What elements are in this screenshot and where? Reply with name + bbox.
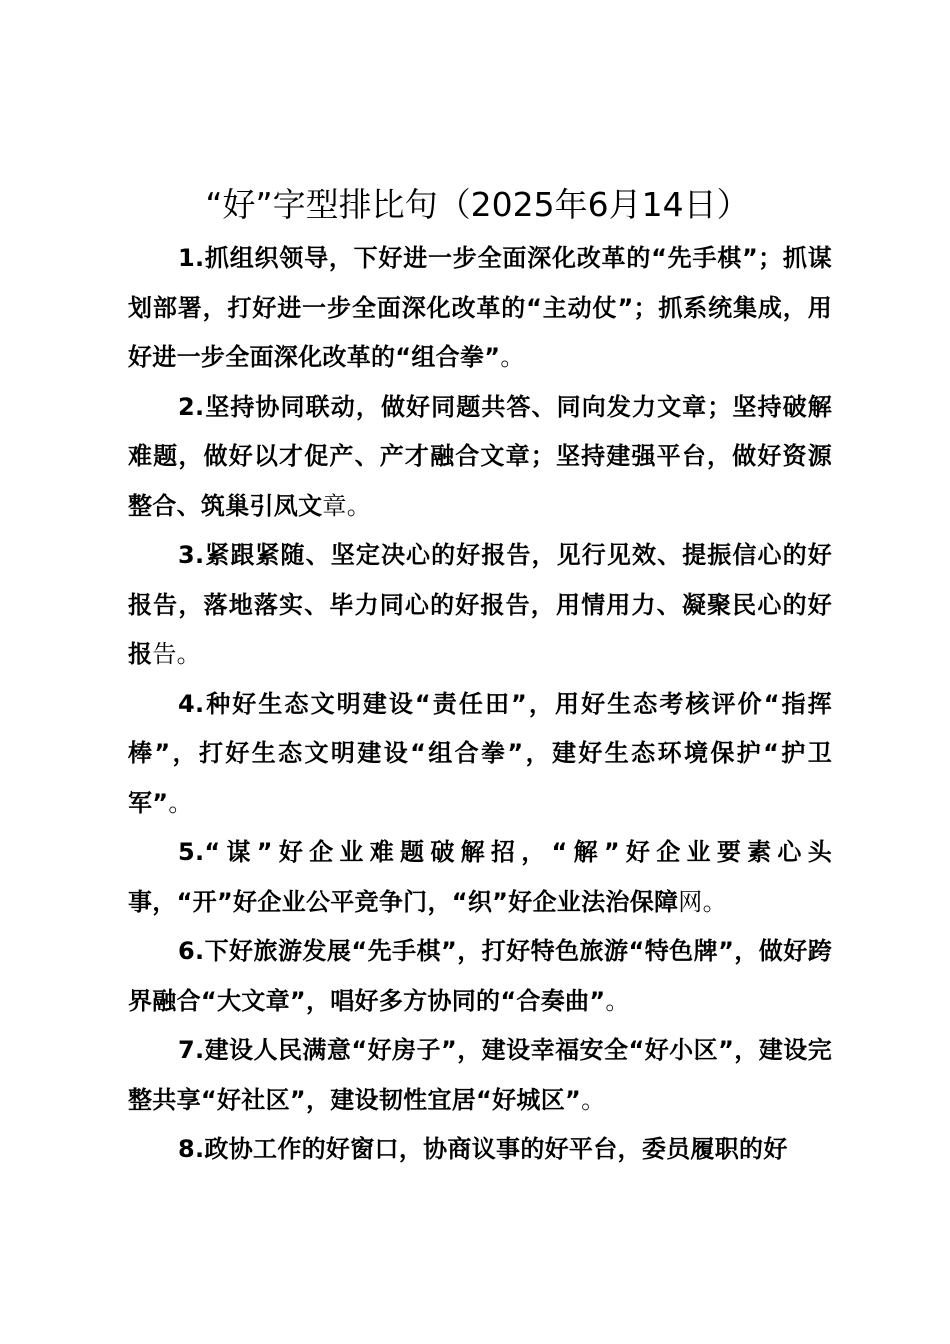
paragraph-tail: 。 <box>500 343 525 371</box>
paragraph-8 <box>128 1125 832 1175</box>
paragraph-3 <box>128 531 832 680</box>
paragraph-text: 6.下好旅游发展“先手棋”，打好特色旅游“特色牌”，做好跨界融合“大文章”，唱好多方协同的“合奏曲” <box>128 937 832 1015</box>
paragraph-text: 5.“谋”好企业难题破解招，“解”好企业要素心头事，“开”好企业公平竞争门，“织”好企业法治保障 <box>128 838 832 916</box>
paragraph-text: 4.种好生态文明建设“责任田”，用好生态考核评价“指挥棒”，打好生态文明建设“组合拳”，建好生态环境保护“护卫军” <box>128 689 832 817</box>
paragraph-7 <box>128 1026 832 1125</box>
paragraph-tail: 章。 <box>322 491 372 520</box>
paragraph-text: 1.抓组织领导，下好进一步全面深化改革的“先手棋”；抓谋划部署，打好进一步全面深化改革的“主动仗”；抓系统集成，用好进一步全面深化改革的“组合拳” <box>128 244 832 371</box>
paragraph-text: 7.建设人民满意“好房子”，建设幸福安全“好小区”，建设完整共享“好社区”，建设韧性宜居“好城区” <box>128 1036 832 1114</box>
paragraph-text: 3.紧跟紧随、坚定决心的好报告，见行见效、提振信心的好报告，落地落实、毕力同心的好报告，用情用力、凝聚民心的好报 <box>128 541 832 668</box>
paragraph-1 <box>128 234 832 383</box>
paragraph-2 <box>128 383 832 532</box>
paragraph-6 <box>128 927 832 1026</box>
paragraph-tail: 。 <box>581 1085 606 1114</box>
paragraph-tail: 告。 <box>152 640 201 668</box>
paragraph-tail: 网。 <box>678 887 727 916</box>
document-body <box>128 234 832 1175</box>
paragraph-5 <box>128 828 832 927</box>
paragraph-text: 2.坚持协同联动，做好同题共答、同向发力文章；坚持破解难题，做好以才促产、产才融合文章；坚持建强平台，做好资源整合、筑巢引凤文 <box>128 392 832 520</box>
paragraph-text: 8.政协工作的好窗口，协商议事的好平台，委员履职的好 <box>178 1135 788 1163</box>
paragraph-4 <box>128 680 832 829</box>
paragraph-tail: 。 <box>605 986 630 1015</box>
document-title: “好”字型排比句（2025年6月14日） <box>205 185 750 224</box>
paragraph-tail: 。 <box>168 788 193 817</box>
